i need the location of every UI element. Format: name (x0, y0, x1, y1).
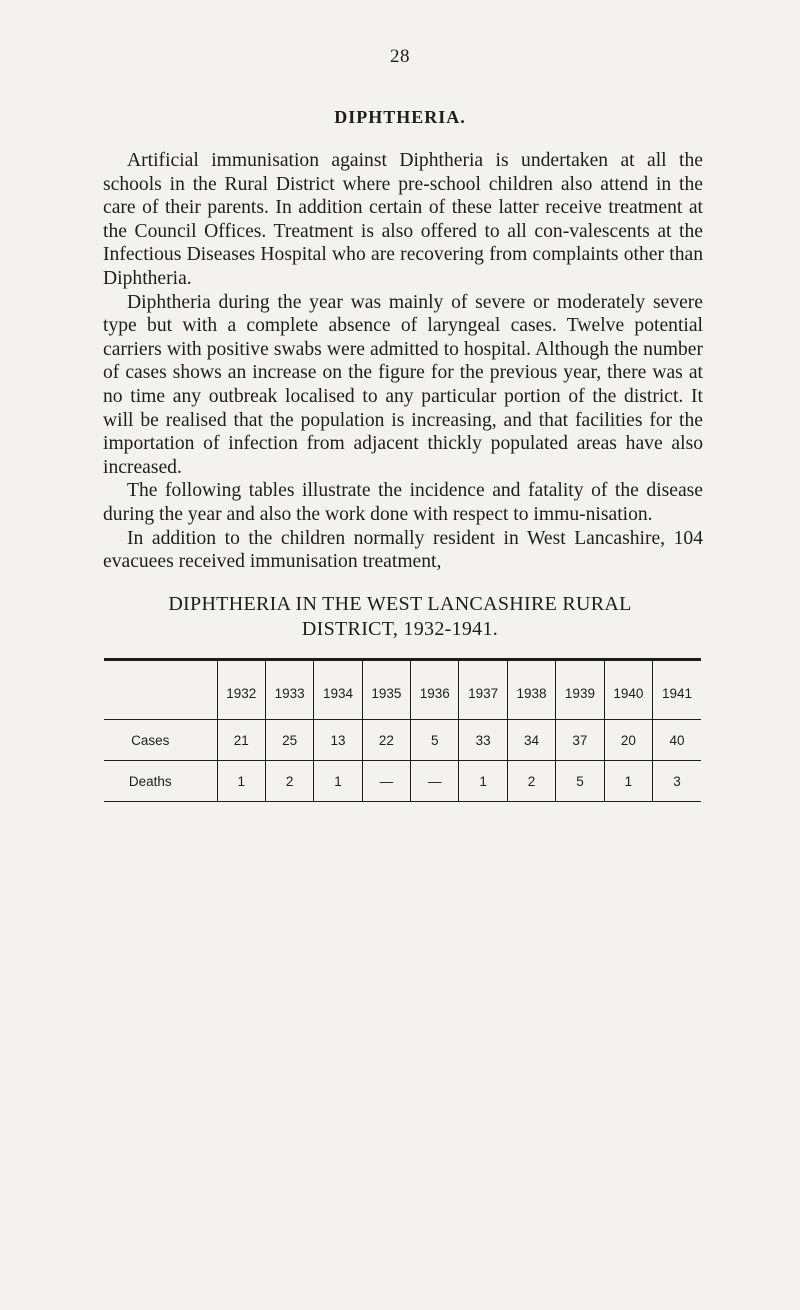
year-header: 1939 (556, 660, 604, 720)
table-cell: 1 (314, 761, 362, 802)
year-header: 1932 (217, 660, 265, 720)
table-cell: 2 (265, 761, 313, 802)
table-cell: 5 (411, 720, 459, 761)
year-header: 1940 (604, 660, 652, 720)
table-header-row (104, 660, 701, 720)
year-header: 1937 (459, 660, 507, 720)
table-cell: 1 (459, 761, 507, 802)
table-cell: 37 (556, 720, 604, 761)
table-cell: 1 (217, 761, 265, 802)
table-cell: 40 (653, 720, 701, 761)
table-cell: 5 (556, 761, 604, 802)
year-header: 1936 (411, 660, 459, 720)
table-row (104, 761, 701, 802)
diphtheria-table (104, 658, 701, 802)
row-label: Cases (104, 720, 217, 761)
section-heading: DIPHTHERIA. (334, 107, 466, 127)
table-cell: 3 (653, 761, 701, 802)
table-cell: 2 (507, 761, 555, 802)
year-header: 1941 (653, 660, 701, 720)
table-cell: 22 (362, 720, 410, 761)
paragraph: In addition to the children normally resident in West Lancashire, 104 evacuees received immunisation treatment, (103, 527, 703, 573)
body-text (103, 149, 703, 574)
year-header: 1935 (362, 660, 410, 720)
table-cell: 33 (459, 720, 507, 761)
paragraph: Diphtheria during the year was mainly of severe or moderately severe type but with a complete absence of laryngeal cases. Twelve potential carriers with positive swabs were admitted to hospital. Although the number of cases shows an increase on the figure for the previous year, there was at no time any outbreak localised to any particular portion of the district. It will be realised that the population is increasing, and that facilities for the importation of infection from adjacent thickly populated areas have also increased. (103, 291, 703, 478)
page-number: 28 (390, 46, 410, 67)
table-cell: 13 (314, 720, 362, 761)
table-cell: 25 (265, 720, 313, 761)
year-header: 1933 (265, 660, 313, 720)
table-cell: 1 (604, 761, 652, 802)
table-cell: — (362, 761, 410, 802)
paragraph: Artificial immunisation against Diphtheria is undertaken at all the schools in the Rural District where pre-school children also attend in the care of their parents. In addition certain of these latter receive treatment at the Council Offices. Treatment is also offered to all con-valescents at the Infectious Diseases Hospital who are recovering from complaints other than Diphtheria. (103, 150, 703, 289)
paragraph: The following tables illustrate the incidence and fatality of the disease during the year and also the work done with respect to immu-nisation. (103, 480, 703, 525)
year-header: 1938 (507, 660, 555, 720)
table-title-line: DISTRICT, 1932-1941. (301, 618, 499, 640)
table-title-line: DIPHTHERIA IN THE WEST LANCASHIRE RURAL (168, 593, 632, 615)
table-corner-cell (104, 660, 217, 720)
year-header: 1934 (314, 660, 362, 720)
table-cell: — (411, 761, 459, 802)
table-cell: 21 (217, 720, 265, 761)
table-cell: 34 (507, 720, 555, 761)
table-cell: 20 (604, 720, 652, 761)
table-title (0, 592, 800, 642)
row-label: Deaths (104, 761, 217, 802)
table-row (104, 720, 701, 761)
